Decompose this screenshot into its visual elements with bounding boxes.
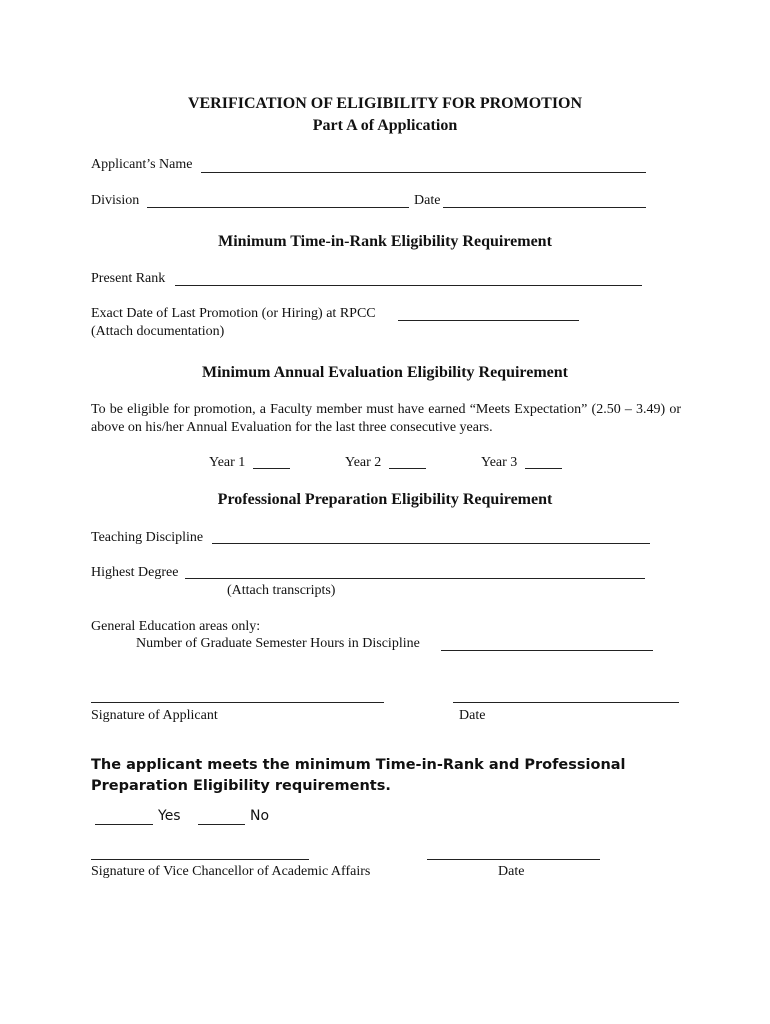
date-label: Date [414,193,441,208]
year1-label: Year 1 [209,455,246,470]
yes-field[interactable] [95,824,153,825]
signature-applicant-label: Signature of Applicant [91,708,218,723]
teaching-discipline-label: Teaching Discipline [91,530,204,545]
present-rank-field[interactable] [175,285,642,286]
year2-field[interactable] [389,468,426,469]
attach-transcripts-note: (Attach transcripts) [227,583,336,598]
meets-requirements-statement: The applicant meets the minimum Time-in-Rank and Professional Preparation Eligibility requirements. [91,757,626,794]
signature-vc-date-field[interactable] [427,859,600,860]
attach-documentation-note: (Attach documentation) [91,324,225,339]
section-annual-eval-heading: Minimum Annual Evaluation Eligibility Requirement [202,364,568,381]
signature-applicant-date-field[interactable] [453,702,679,703]
year1-field[interactable] [253,468,290,469]
no-field[interactable] [198,824,245,825]
applicant-name-label: Applicant’s Name [91,157,193,172]
signature-vc-date-label: Date [498,864,525,879]
division-field[interactable] [147,207,409,208]
division-label: Division [91,193,140,208]
form-title: VERIFICATION OF ELIGIBILITY FOR PROMOTION [187,95,583,112]
signature-vc-field[interactable] [91,859,309,860]
section-time-in-rank-heading: Minimum Time-in-Rank Eligibility Requirement [218,233,552,250]
signature-vc-label: Signature of Vice Chancellor of Academic Affairs [91,864,371,879]
date-field[interactable] [443,207,646,208]
year3-field[interactable] [525,468,562,469]
last-promotion-label: Exact Date of Last Promotion (or Hiring) at RPCC [91,306,376,321]
year3-label: Year 3 [481,455,518,470]
grad-hours-label: Number of Graduate Semester Hours in Discipline [136,636,420,651]
highest-degree-field[interactable] [185,578,645,579]
signature-applicant-date-label: Date [459,708,486,723]
last-promotion-field[interactable] [398,320,579,321]
eval-paragraph: To be eligible for promotion, a Faculty member must have earned “Meets Expectation” (2.50 – 3.49) or above on his/her Annual Evaluation for the last three consecutive years. [91,402,681,435]
section-prof-prep-heading: Professional Preparation Eligibility Requirement [217,491,553,508]
year2-label: Year 2 [345,455,382,470]
yes-label: Yes [158,808,181,824]
applicant-name-field[interactable] [201,172,646,173]
present-rank-label: Present Rank [91,271,166,286]
no-label: No [250,808,270,824]
grad-hours-field[interactable] [441,650,653,651]
form-subtitle: Part A of Application [312,117,458,134]
gen-ed-label: General Education areas only: [91,619,261,634]
signature-applicant-field[interactable] [91,702,384,703]
teaching-discipline-field[interactable] [212,543,650,544]
highest-degree-label: Highest Degree [91,565,179,580]
